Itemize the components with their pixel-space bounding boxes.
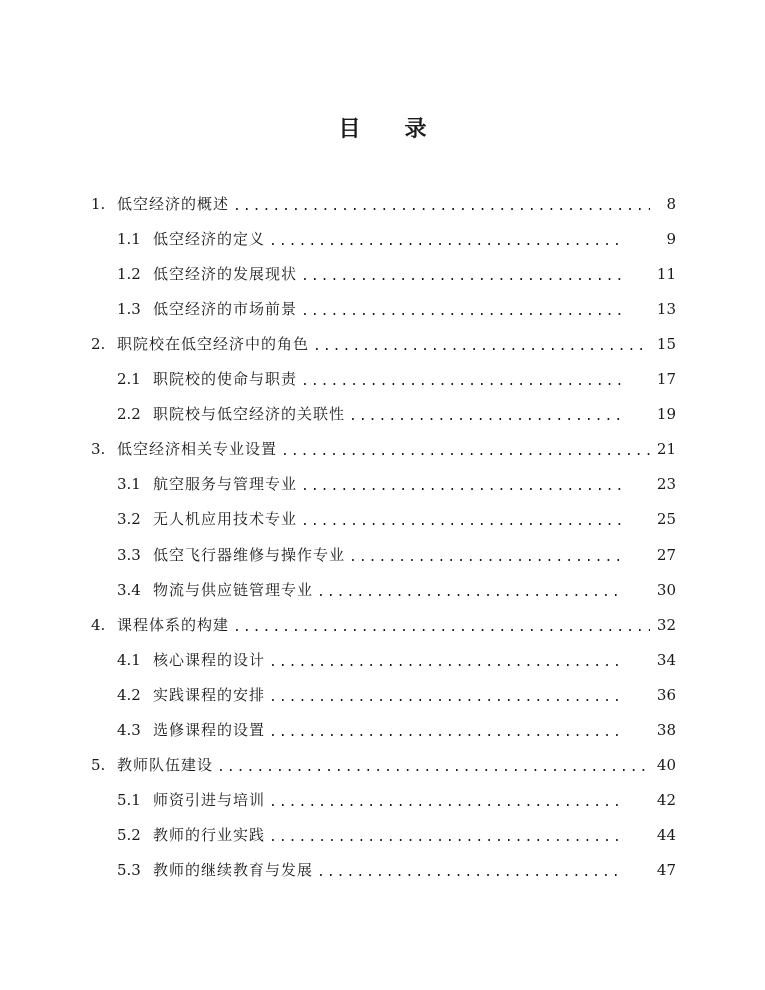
toc-dot-leader — [301, 305, 624, 318]
toc-dot-leader — [281, 445, 650, 458]
toc-entry-page-number: 15 — [656, 334, 676, 353]
toc-entry-page-number: 23 — [656, 475, 676, 494]
toc-dot-leader — [301, 375, 624, 388]
toc-entry-number: 1. — [91, 194, 106, 213]
toc-entry-number: 5.2 — [117, 826, 141, 845]
toc-entry-number: 3.2 — [117, 510, 141, 529]
toc-dot-leader — [233, 200, 650, 213]
toc-entry-page-number: 32 — [656, 615, 676, 634]
page-title-char-2: 录 — [404, 117, 427, 142]
toc-chapter-entry[interactable] — [91, 434, 676, 466]
toc-entry-page-number: 11 — [656, 264, 676, 283]
toc-entry-page-number: 34 — [656, 650, 676, 669]
toc-entry-number: 3.1 — [117, 475, 141, 494]
toc-entry-number: 4.1 — [117, 650, 141, 669]
toc-entry-title: 核心课程的设计 — [153, 650, 266, 669]
toc-dot-leader — [317, 866, 624, 879]
toc-section-entry[interactable] — [117, 469, 676, 501]
toc-entry-number: 1.3 — [117, 299, 141, 318]
toc-dot-leader — [233, 621, 650, 634]
toc-chapter-entry[interactable] — [91, 750, 676, 782]
toc-dot-leader — [313, 340, 650, 353]
toc-section-entry[interactable] — [117, 258, 676, 290]
toc-entry-title: 低空经济的定义 — [153, 229, 266, 248]
toc-chapter-entry[interactable] — [91, 328, 676, 360]
toc-section-entry[interactable] — [117, 223, 676, 255]
toc-entry-page-number: 21 — [656, 440, 676, 459]
toc-entry-title: 低空经济的概述 — [117, 194, 230, 213]
toc-section-entry[interactable] — [117, 399, 676, 431]
toc-entry-number: 1.2 — [117, 264, 141, 283]
toc-entry-number: 5. — [91, 756, 106, 775]
toc-entry-page-number: 8 — [666, 194, 676, 213]
toc-dot-leader — [269, 235, 624, 248]
toc-section-entry[interactable] — [117, 855, 676, 887]
toc-entry-title: 教师的继续教育与发展 — [153, 861, 314, 880]
toc-entry-title: 职院校与低空经济的关联性 — [153, 405, 346, 424]
toc-dot-leader — [301, 270, 624, 283]
toc-entry-page-number: 36 — [656, 685, 676, 704]
toc-dot-leader — [301, 515, 624, 528]
toc-section-entry[interactable] — [117, 364, 676, 396]
toc-entry-title: 师资引进与培训 — [153, 791, 266, 810]
toc-entry-title: 物流与供应链管理专业 — [153, 580, 314, 599]
toc-section-entry[interactable] — [117, 644, 676, 676]
toc-dot-leader — [317, 586, 624, 599]
toc-dot-leader — [269, 691, 624, 704]
toc-section-entry[interactable] — [117, 715, 676, 747]
toc-section-entry[interactable] — [117, 679, 676, 711]
toc-dot-leader — [269, 796, 624, 809]
toc-entry-page-number: 17 — [656, 370, 676, 388]
toc-entry-title: 选修课程的设置 — [153, 721, 266, 739]
toc-entry-page-number: 38 — [656, 721, 676, 739]
toc-entry-number: 4.3 — [117, 721, 141, 739]
toc-entry-number: 2. — [91, 334, 106, 353]
toc-chapter-entry[interactable] — [91, 609, 676, 641]
toc-dot-leader — [349, 551, 624, 564]
toc-entry-page-number: 13 — [656, 299, 676, 318]
toc-dot-leader — [301, 480, 624, 493]
toc-entry-number: 5.3 — [117, 861, 141, 880]
toc-entry-page-number: 47 — [656, 861, 676, 880]
toc-entry-page-number: 40 — [656, 756, 676, 775]
toc-entry-page-number: 44 — [656, 826, 676, 845]
toc-dot-leader — [217, 761, 650, 774]
toc-entry-title: 教师队伍建设 — [117, 756, 214, 775]
toc-entry-page-number: 27 — [656, 545, 676, 564]
page-title-char-1: 目 — [338, 117, 361, 142]
toc-entry-title: 教师的行业实践 — [153, 826, 266, 845]
toc-entry-title: 职院校的使命与职责 — [153, 370, 298, 388]
toc-entry-number: 4.2 — [117, 685, 141, 704]
toc-entry-page-number: 9 — [666, 229, 676, 248]
toc-entry-title: 低空经济相关专业设置 — [117, 440, 278, 459]
toc-entry-title: 职院校在低空经济中的角色 — [117, 334, 310, 353]
toc-entry-number: 3.4 — [117, 580, 141, 599]
toc-entry-number: 2.1 — [117, 370, 141, 388]
toc-section-entry[interactable] — [117, 539, 676, 571]
toc-entry-title: 无人机应用技术专业 — [153, 510, 298, 529]
toc-entry-title: 课程体系的构建 — [117, 615, 230, 634]
toc-entry-page-number: 42 — [656, 791, 676, 810]
toc-chapter-entry[interactable] — [91, 188, 676, 220]
toc-entry-number: 5.1 — [117, 791, 141, 810]
toc-dot-leader — [349, 410, 624, 423]
toc-entry-number: 2.2 — [117, 405, 141, 424]
page-title — [0, 112, 765, 143]
toc-section-entry[interactable] — [117, 574, 676, 606]
toc-entry-title: 低空飞行器维修与操作专业 — [153, 545, 346, 564]
toc-entry-page-number: 25 — [656, 510, 676, 529]
toc-entry-title: 低空经济的市场前景 — [153, 299, 298, 318]
toc-entry-number: 4. — [91, 615, 106, 634]
toc-entry-number: 3. — [91, 440, 106, 459]
toc-entry-number: 1.1 — [117, 229, 141, 248]
toc-dot-leader — [269, 726, 624, 739]
toc-entry-number: 3.3 — [117, 545, 141, 564]
toc-entry-page-number: 30 — [656, 580, 676, 599]
toc-entry-title: 航空服务与管理专业 — [153, 475, 298, 494]
toc-section-entry[interactable] — [117, 785, 676, 817]
toc-section-entry[interactable] — [117, 820, 676, 852]
toc-entry-title: 实践课程的安排 — [153, 685, 266, 704]
toc-dot-leader — [269, 831, 624, 844]
toc-dot-leader — [269, 656, 624, 669]
toc-entry-title: 低空经济的发展现状 — [153, 264, 298, 283]
toc-entry-page-number: 19 — [656, 405, 676, 424]
toc-section-entry[interactable] — [117, 293, 676, 325]
toc-section-entry[interactable] — [117, 504, 676, 536]
